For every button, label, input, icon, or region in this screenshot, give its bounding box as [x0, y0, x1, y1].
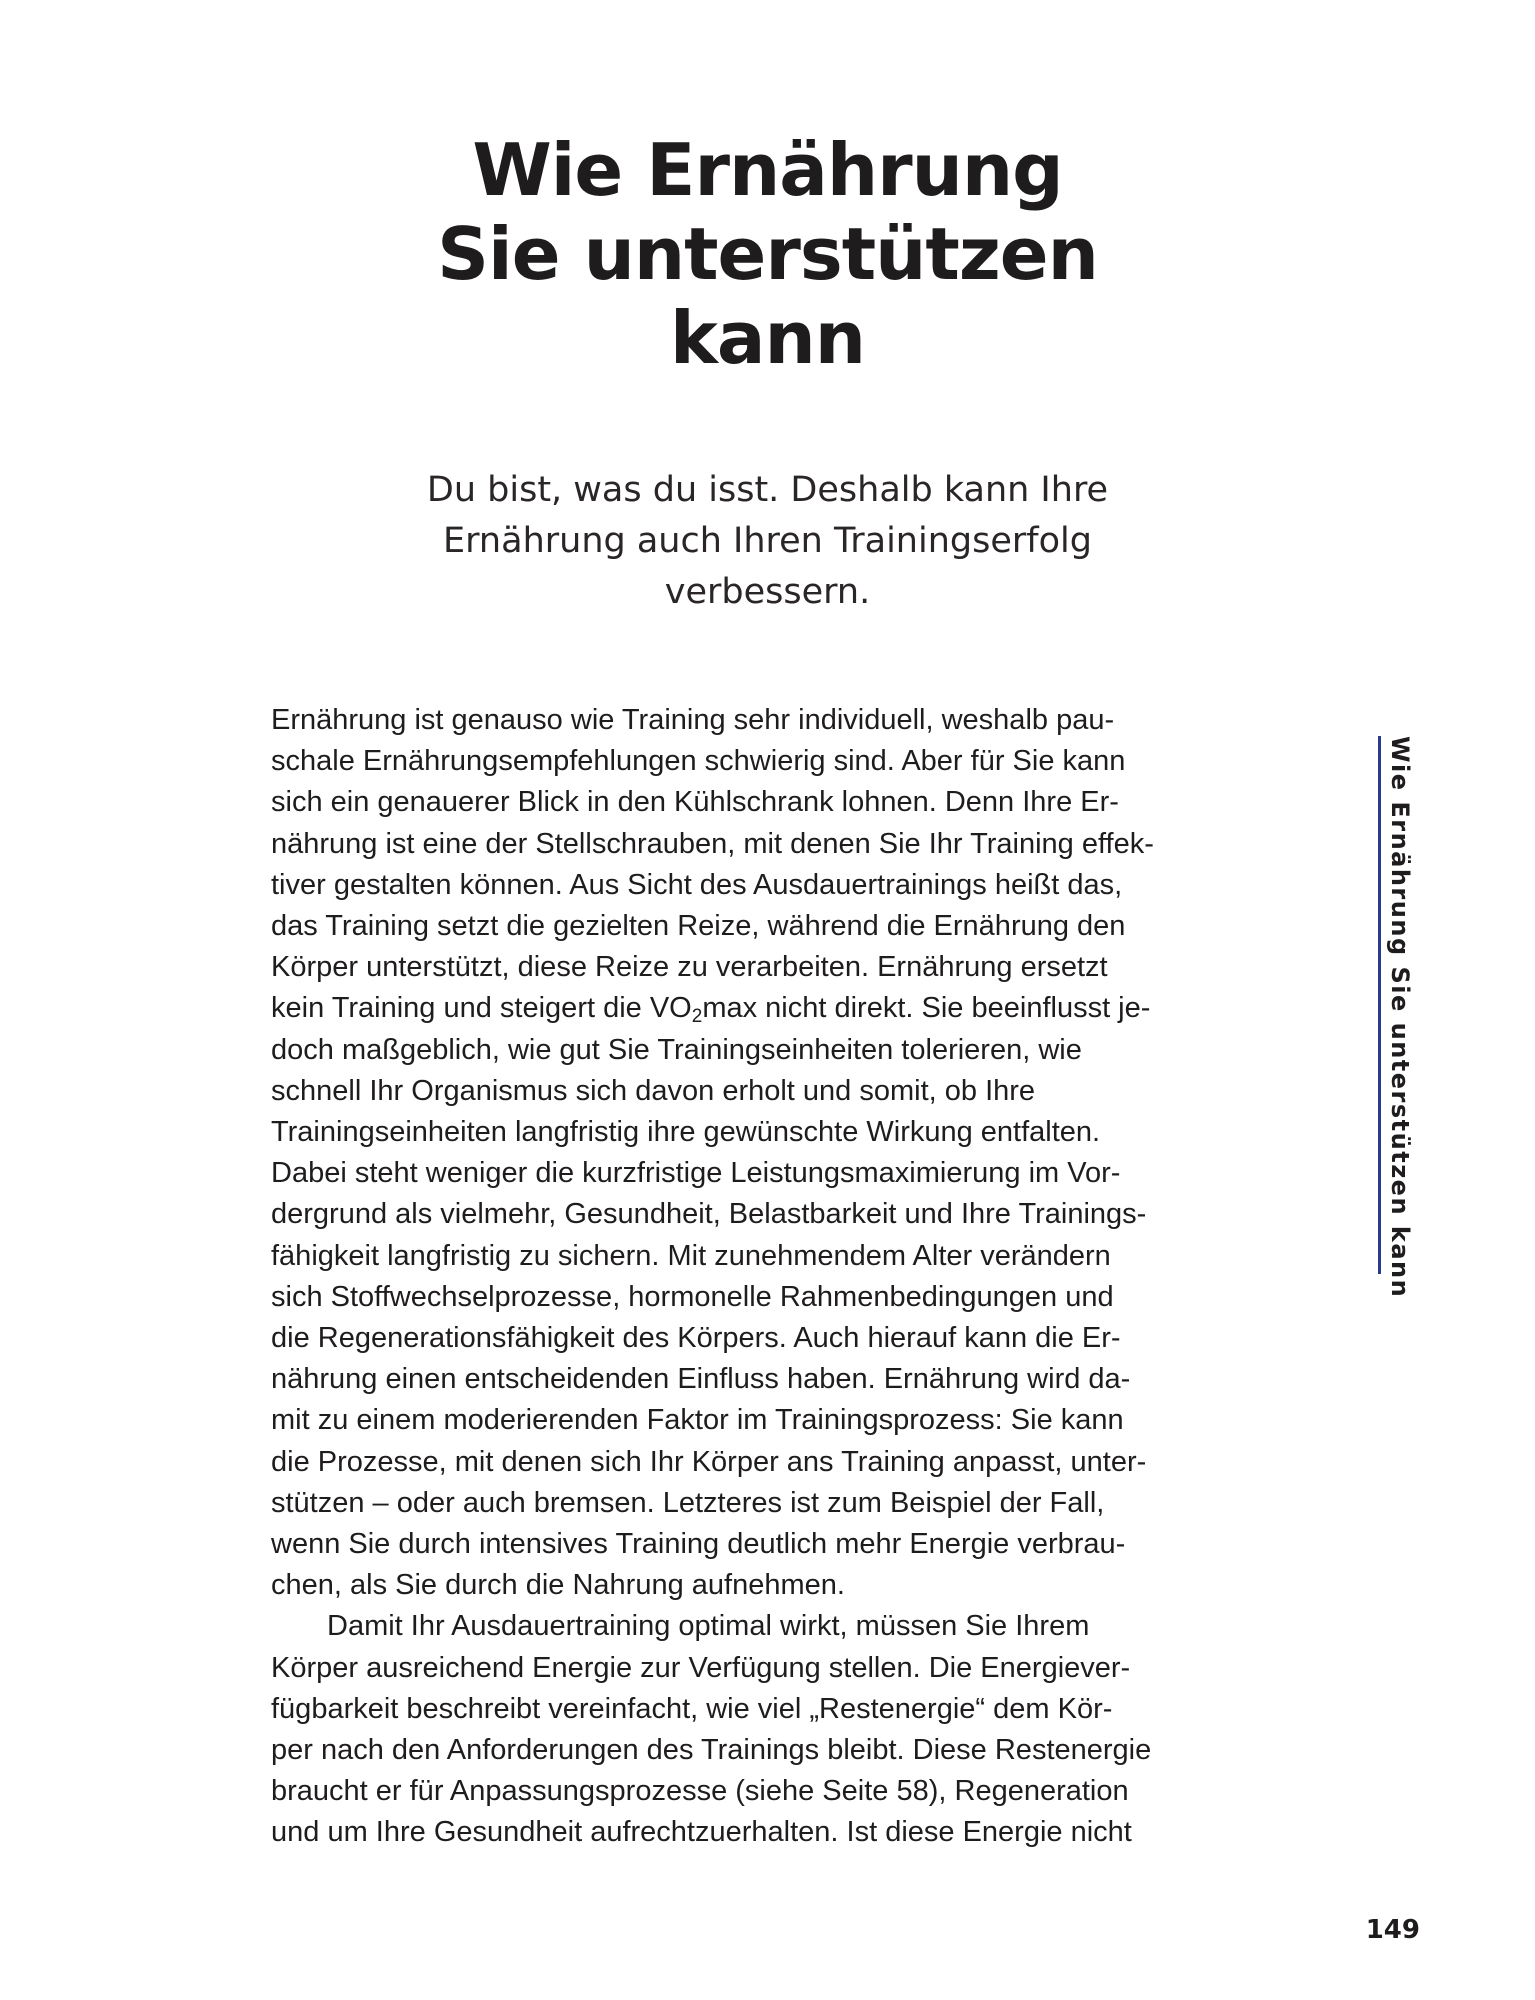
body-line: chen, als Sie durch die Nahrung aufnehmen. — [271, 1569, 845, 1602]
body-line: die Regenerationsfähigkeit des Körpers. Auch hierauf kann die Er- — [271, 1322, 1121, 1355]
subtitle-line: Ernährung auch Ihren Trainingserfolg — [443, 521, 1092, 561]
body-line: tiver gestalten können. Aus Sicht des Ausdauertrainings heißt das, — [271, 868, 1123, 901]
page-title — [0, 128, 1535, 380]
subtitle-line: verbessern. — [664, 572, 871, 612]
body-line: nährung ist eine der Stellschrauben, mit denen Sie Ihr Training effek- — [271, 827, 1154, 860]
body-line: mit zu einem moderierenden Faktor im Trainingsprozess: Sie kann — [271, 1404, 1124, 1437]
side-running-head: Wie Ernährung Sie unterstützen kann — [1378, 736, 1418, 1274]
body-line: per nach den Anforderungen des Trainings bleibt. Diese Restenergie — [271, 1734, 1152, 1767]
chapter-subtitle — [0, 465, 1535, 618]
body-line: schale Ernährungsempfehlungen schwierig sind. Aber für Sie kann — [271, 745, 1126, 778]
body-line: Dabei steht weniger die kurzfristige Leistungsmaximierung im Vor- — [271, 1157, 1121, 1190]
body-line-vo2max — [271, 988, 1271, 1029]
body-line: Ernährung ist genauso wie Training sehr individuell, weshalb pau- — [271, 704, 1115, 736]
subtitle-line: Du bist, was du isst. Deshalb kann Ihre — [426, 470, 1109, 510]
body-line: doch maßgeblich, wie gut Sie Trainingseinheiten tolerieren, wie — [271, 1033, 1082, 1066]
body-line: Körper ausreichend Energie zur Verfügung stellen. Die Energiever- — [271, 1651, 1131, 1684]
body-line: braucht er für Anpassungsprozesse (siehe Seite 58), Regeneration — [271, 1775, 1129, 1808]
body-line: wenn Sie durch intensives Training deutlich mehr Energie verbrau- — [271, 1528, 1126, 1561]
body-line: die Prozesse, mit denen sich Ihr Körper ans Training anpasst, unter- — [271, 1445, 1147, 1478]
body-line: schnell Ihr Organismus sich davon erholt und somit, ob Ihre — [271, 1074, 1036, 1107]
body-line: stützen – oder auch bremsen. Letzteres ist zum Beispiel der Fall, — [271, 1486, 1105, 1519]
body-line-paragraph-start: Damit Ihr Ausdauertraining optimal wirkt, müssen Sie Ihrem — [327, 1610, 1090, 1643]
body-line-part: max nicht direkt. Sie beeinflusst je- — [702, 992, 1151, 1025]
subscript-two: 2 — [691, 1006, 703, 1028]
body-line: und um Ihre Gesundheit aufrechtzuerhalten. Ist diese Energie nicht — [271, 1816, 1132, 1849]
title-line: Wie Ernährung — [472, 128, 1063, 212]
body-line: sich Stoffwechselprozesse, hormonelle Rahmenbedingungen und — [271, 1280, 1114, 1313]
body-line: nährung einen entscheidenden Einfluss haben. Ernährung wird da- — [271, 1363, 1131, 1396]
title-line: kann — [670, 296, 865, 380]
page-number: 149 — [1365, 1915, 1420, 1945]
body-line: Trainingseinheiten langfristig ihre gewünschte Wirkung entfalten. — [271, 1116, 1101, 1149]
body-text — [271, 700, 1271, 1854]
body-line: sich ein genauerer Blick in den Kühlschrank lohnen. Denn Ihre Er- — [271, 786, 1119, 819]
body-line-part: kein Training und steigert die VO — [271, 992, 692, 1025]
title-line: Sie unterstützen — [437, 212, 1098, 296]
body-line: das Training setzt die gezielten Reize, während die Ernährung den — [271, 910, 1126, 943]
body-line: fähigkeit langfristig zu sichern. Mit zunehmendem Alter verändern — [271, 1239, 1111, 1272]
body-line: dergrund als vielmehr, Gesundheit, Belastbarkeit und Ihre Trainings- — [271, 1198, 1147, 1231]
body-line: Körper unterstützt, diese Reize zu verarbeiten. Ernährung ersetzt — [271, 951, 1108, 984]
body-line: fügbarkeit beschreibt vereinfacht, wie viel „Restenergie“ dem Kör- — [271, 1692, 1113, 1725]
